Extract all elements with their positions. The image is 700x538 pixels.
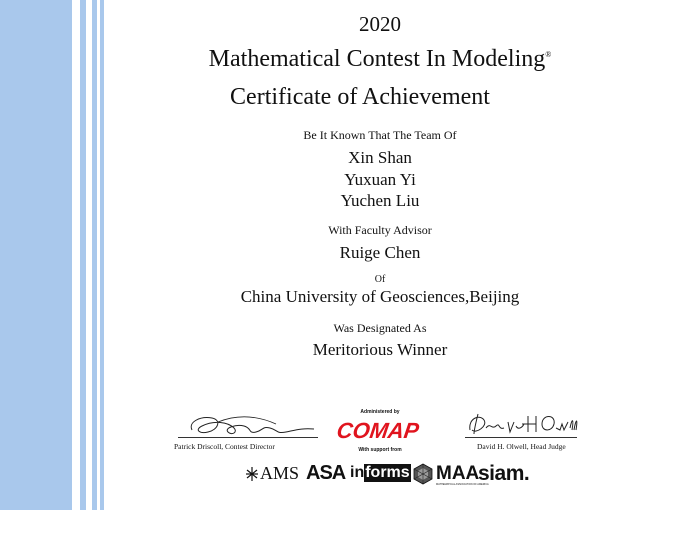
certificate-title: Certificate of Achievement (230, 84, 490, 110)
designation-label: Was Designated As (333, 321, 427, 335)
award-title: Meritorious Winner (312, 340, 448, 359)
administered-by-label: Administered by (360, 409, 400, 415)
judge-title: David H. Olwell, Head Judge (477, 442, 566, 451)
comap-logo (335, 415, 421, 445)
contest-name-text: Mathematical Contest In Modeling (208, 46, 546, 72)
ams-logo: AMS (260, 463, 300, 483)
judge-signature (462, 408, 580, 440)
stripe-thin-3 (100, 0, 104, 510)
maa-logo-icon (412, 463, 434, 485)
decorative-stripes (0, 0, 106, 510)
director-signature (178, 410, 322, 440)
team-member: Yuxuan Yi (344, 170, 416, 189)
registered-mark: ® (545, 50, 552, 59)
advisor-label: With Faculty Advisor (328, 223, 432, 237)
asa-logo: ASA (306, 462, 346, 484)
maa-logo: MAA (436, 463, 480, 484)
team-member: Yuchen Liu (340, 191, 420, 210)
judge-signature-line (465, 437, 577, 438)
director-title: Patrick Driscoll, Contest Director (174, 442, 275, 451)
institution-name: China University of Geosciences,Beijing (240, 287, 520, 306)
director-signature-line (178, 437, 318, 438)
siam-logo: siam. (478, 462, 530, 485)
informs-logo-box: forms (365, 464, 410, 481)
contest-name (180, 46, 580, 73)
stripe-thin-1 (80, 0, 86, 510)
certificate-year: 2020 (359, 12, 401, 36)
informs-logo-prefix: in (350, 464, 365, 481)
stripe-wide (0, 0, 72, 510)
advisor-name: Ruige Chen (339, 243, 421, 262)
intro-text: Be It Known That The Team Of (303, 128, 457, 142)
maa-logo-subtitle: MATHEMATICAL ASSOCIATION OF AMERICA (436, 483, 489, 486)
comap-logo-text: COMAP (335, 418, 421, 443)
team-member: Xin Shan (348, 148, 412, 167)
of-label: Of (374, 274, 386, 285)
ams-logo-icon (244, 465, 260, 483)
stripe-thin-2 (92, 0, 97, 510)
informs-logo (350, 464, 411, 482)
support-from-label: With support from (358, 447, 402, 453)
